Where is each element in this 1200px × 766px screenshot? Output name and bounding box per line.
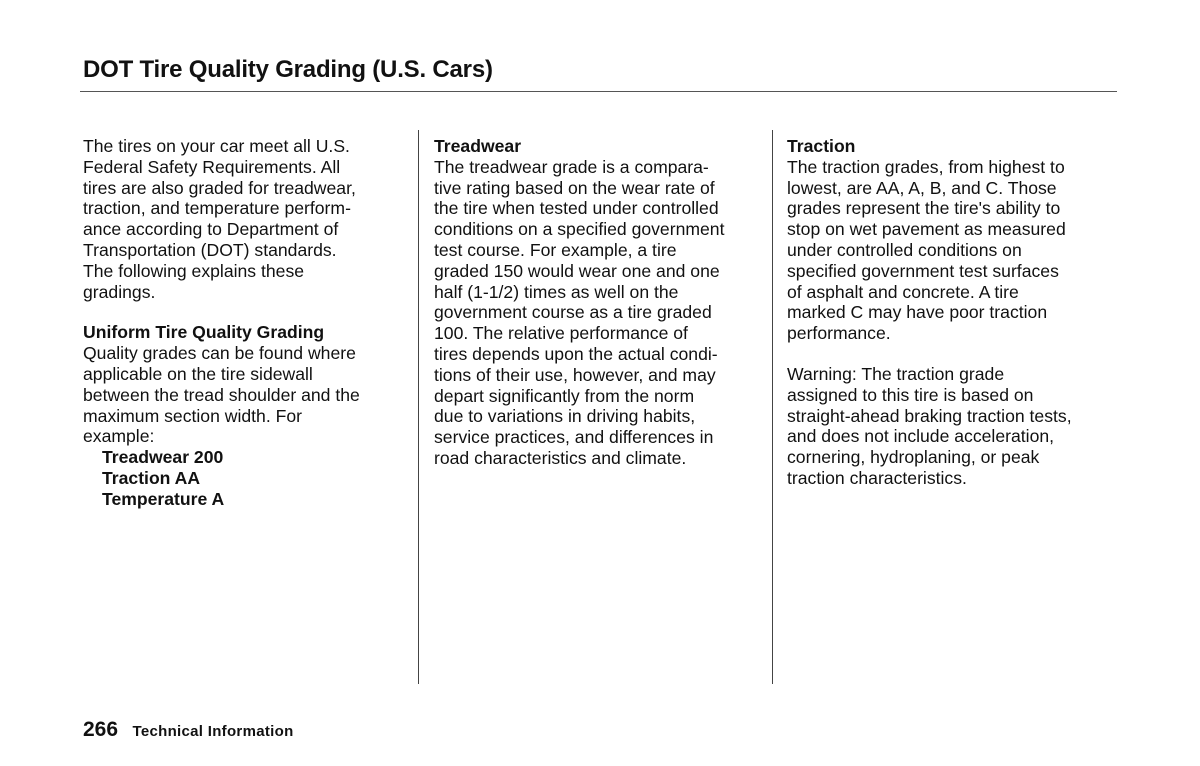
text-line: applicable on the tire sidewall (83, 363, 313, 384)
text-line: Quality grades can be found where (83, 343, 356, 364)
text-line: under controlled conditions on (787, 239, 1022, 260)
text-line: traction, and temperature perform- (83, 198, 351, 219)
treadwear-paragraph (434, 157, 769, 469)
text-line: graded 150 would wear one and one (434, 260, 720, 281)
text-line: of asphalt and concrete. A tire (787, 281, 1019, 302)
text-line: half (1-1/2) times as well on the (434, 281, 679, 302)
text-line: gradings. (83, 281, 156, 302)
text-line: conditions on a specified government (434, 219, 725, 240)
text-line: The tires on your car meet all U.S. (83, 136, 350, 156)
text-line: Warning: The traction grade (787, 363, 1005, 384)
text-line: tions of their use, however, and may (434, 364, 716, 385)
text-line: maximum section width. For (83, 405, 303, 426)
text-line: service practices, and differences in (434, 427, 714, 448)
text-line: performance. (787, 323, 891, 344)
text-line: between the tread shoulder and the (83, 384, 360, 405)
page-title: DOT Tire Quality Grading (U.S. Cars) (83, 56, 493, 83)
text-line: Transportation (DOT) standards. (83, 239, 337, 260)
text-line: stop on wet pavement as measured (787, 219, 1066, 240)
text-line: grades represent the tire's ability to (787, 198, 1061, 219)
traction-paragraph (787, 157, 1117, 344)
page-number: 266 (83, 718, 119, 741)
text-line: lowest, are AA, A, B, and C. Those (787, 177, 1057, 198)
text-line: ance according to Department of (83, 219, 339, 240)
traction-heading: Traction (787, 136, 856, 156)
text-line: straight-ahead braking traction tests, (787, 405, 1072, 426)
grading-example (83, 447, 408, 509)
text-line: tive rating based on the wear rate of (434, 177, 715, 198)
column-treadwear (434, 136, 769, 469)
column-divider (418, 130, 419, 684)
treadwear-heading: Treadwear (434, 136, 522, 156)
text-line: cornering, hydroplaning, or peak (787, 447, 1040, 468)
uniform-grading-heading: Uniform Tire Quality Grading (83, 322, 325, 343)
text-line: specified government test surfaces (787, 260, 1059, 281)
column-divider (772, 130, 773, 684)
example-temperature: Temperature A (102, 488, 225, 509)
traction-warning (787, 364, 1117, 489)
text-line: and does not include acceleration, (787, 426, 1055, 447)
text-line: test course. For example, a tire (434, 239, 677, 260)
text-line: marked C may have poor traction (787, 302, 1048, 323)
text-line: 100. The relative performance of (434, 323, 688, 344)
page-footer (83, 718, 294, 742)
text-line: traction characteristics. (787, 467, 967, 488)
example-treadwear: Treadwear 200 (102, 447, 224, 468)
text-line: tires are also graded for treadwear, (83, 177, 356, 198)
uniform-grading-paragraph (83, 343, 408, 447)
text-line: The following explains these (83, 260, 305, 281)
text-line: road characteristics and climate. (434, 447, 687, 468)
title-divider (80, 91, 1117, 92)
text-line: the tire when tested under controlled (434, 198, 719, 219)
text-line: due to variations in driving habits, (434, 406, 696, 427)
intro-paragraph (83, 136, 408, 302)
text-line: The traction grades, from highest to (787, 156, 1065, 177)
example-traction: Traction AA (102, 467, 201, 488)
text-line: tires depends upon the actual condi- (434, 343, 718, 364)
text-line: depart significantly from the norm (434, 385, 695, 406)
text-line: assigned to this tire is based on (787, 384, 1034, 405)
text-line: example: (83, 426, 155, 447)
text-line: government course as a tire graded (434, 302, 712, 323)
column-traction (787, 136, 1117, 489)
section-label: Technical Information (132, 723, 294, 740)
text-line: Federal Safety Requirements. All (83, 156, 341, 177)
text-line: The treadwear grade is a compara- (434, 156, 709, 177)
column-intro (83, 136, 408, 510)
